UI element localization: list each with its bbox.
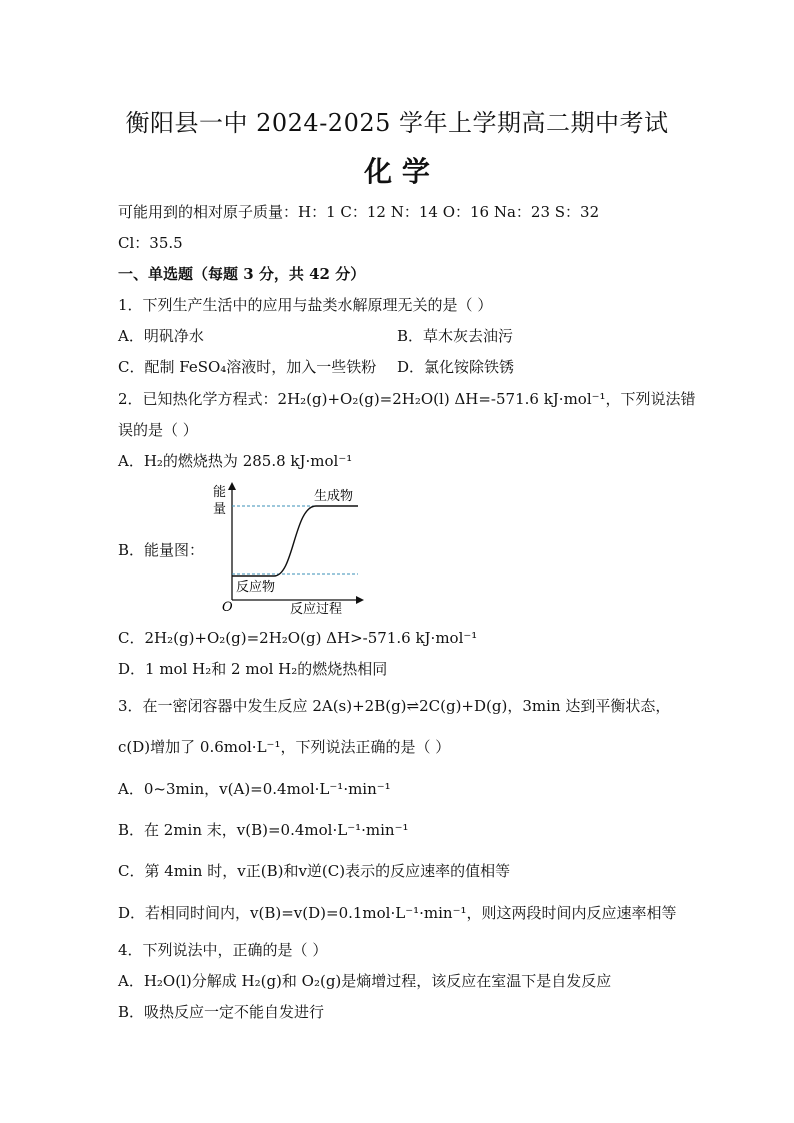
q1-option-c: C．配制 FeSO₄溶液时，加入一些铁粉	[118, 358, 377, 376]
q1-stem: 1．下列生产生活中的应用与盐类水解原理无关的是（ ）	[118, 296, 493, 314]
q3-stem-line2: c(D)增加了 0.6mol·L⁻¹，下列说法正确的是（ ）	[118, 738, 451, 756]
q3-option-b: B．在 2min 末，v(B)=0.4mol·L⁻¹·min⁻¹	[118, 821, 409, 839]
q2-stem-line2: 误的是（ ）	[118, 421, 198, 439]
q2-option-c: C．2H₂(g)+O₂(g)=2H₂O(g) ΔH>-571.6 kJ·mol⁻¹	[118, 629, 478, 647]
mass-info-line1: 可能用到的相对原子质量：H：1 C：12 N：14 O：16 Na：23 S：32	[118, 203, 600, 221]
product-label: 生成物	[314, 489, 354, 504]
q2-option-b: B．能量图：	[118, 541, 205, 559]
reactant-label: 反应物	[236, 580, 276, 595]
q4-option-a: A．H₂O(l)分解成 H₂(g)和 O₂(g)是熵增过程，该反应在室温下是自发反应	[118, 972, 612, 990]
q4-option-b: B．吸热反应一定不能自发进行	[118, 1003, 325, 1021]
q2-option-a: A．H₂的燃烧热为 285.8 kJ·mol⁻¹	[118, 452, 353, 470]
process-axis-arrow	[356, 596, 364, 604]
q1-option-b: B．草木灰去油污	[397, 327, 514, 345]
exam-title: 衡阳县一中 2024-2025 学年上学期高二期中考试	[125, 109, 669, 137]
q3-option-a: A．0~3min，v(A)=0.4mol·L⁻¹·min⁻¹	[118, 780, 391, 798]
q3-option-c: C．第 4min 时，v正(B)和v逆(C)表示的反应速率的值相等	[118, 862, 511, 880]
energy-axis-arrow	[228, 482, 236, 490]
q3-stem-line1: 3．在一密闭容器中发生反应 2A(s)+2B(g)⇌2C(g)+D(g)，3min 达到平衡状态，	[118, 697, 671, 715]
q3-option-d: D．若相同时间内，v(B)=v(D)=0.1mol·L⁻¹·min⁻¹，则这两段时间内反应速率相等	[118, 904, 677, 922]
energy-curve	[232, 506, 358, 576]
q2-option-d: D．1 mol H₂和 2 mol H₂的燃烧热相同	[118, 660, 388, 678]
section-heading: 一、单选题（每题 3 分，共 42 分）	[118, 265, 366, 283]
y-label-bottom: 量	[213, 502, 227, 517]
q1-option-d: D．氯化铵除铁锈	[397, 358, 515, 376]
q1-option-a: A．明矾净水	[118, 327, 204, 345]
mass-info-line2: Cl：35.5	[118, 234, 183, 252]
subject-title: 化 学	[364, 155, 430, 188]
energy-diagram	[208, 480, 368, 615]
y-label-top: 能	[213, 485, 227, 500]
q2-stem-line1: 2．已知热化学方程式：2H₂(g)+O₂(g)=2H₂O(l) ΔH=-571.6 kJ·mol⁻¹，下列说法错	[118, 390, 696, 408]
x-axis-label: 反应过程	[290, 602, 343, 615]
q4-stem: 4．下列说法中，正确的是（ ）	[118, 941, 328, 959]
origin-label: O	[222, 600, 233, 615]
